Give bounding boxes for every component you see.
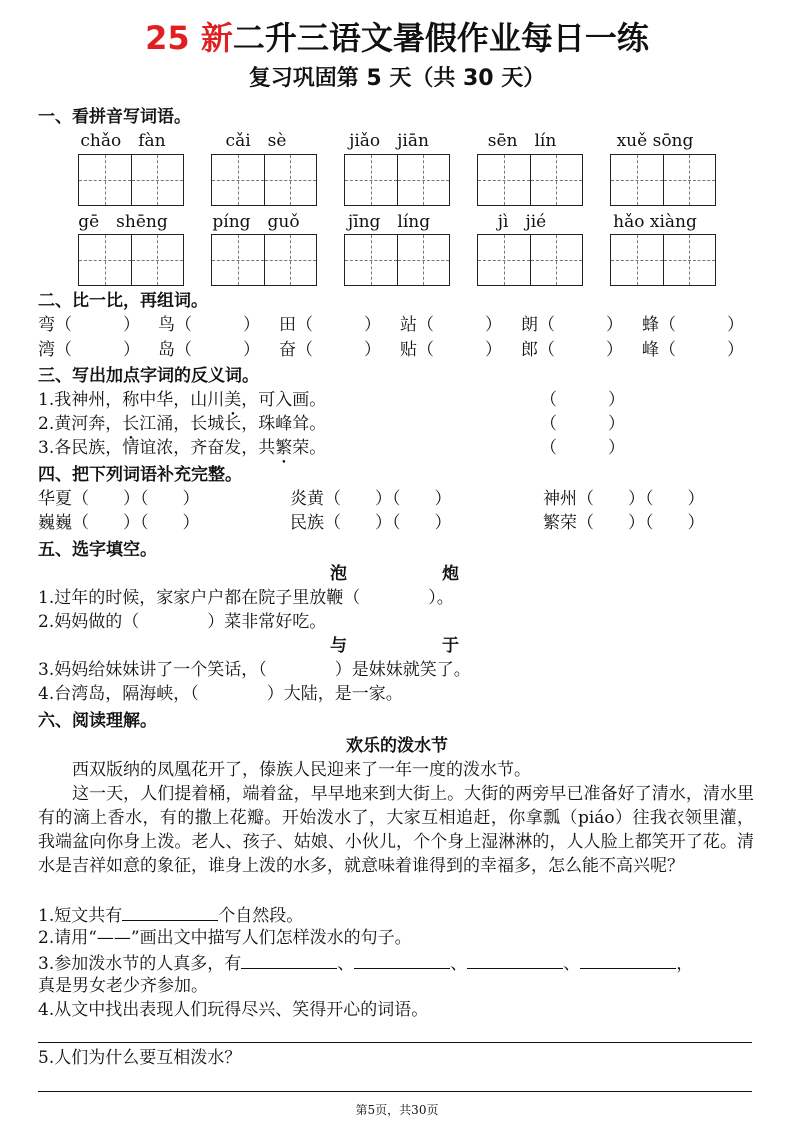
pinyin: gē shēng: [78, 212, 168, 232]
reading-question-2: 2.请用“——”画出文中描写人们怎样泼水的句子。: [38, 928, 412, 948]
answer-blank[interactable]: （ ）: [540, 390, 625, 410]
compare-item: 蜂（ ）: [642, 315, 744, 335]
pinyin: sēn lín: [487, 131, 557, 151]
passage-paragraph-2: 这一天，人们提着桶，端着盆，早早地来到大街上。大街的两旁早已准备好了清水，清水里有的滴上香水，有的撒上花瓣。开始泼水了，大家互相追赶，你拿瓢（piáo）往我衣领里灌，我端盆向你身上泼。老人、孩子、姑娘、小伙儿，个个身上湿淋淋的，人人脸上都笑开了花。清水是吉祥如意的象征，谁身上泼的水多，就意味着谁得到的幸福多，怎么能不高兴呢？: [38, 784, 754, 876]
writing-grid[interactable]: [610, 234, 716, 286]
fill-question-1: 1.过年的时候，家家户户都在院子里放鞭（ ）。: [38, 588, 454, 608]
writing-grid[interactable]: [477, 154, 583, 206]
compare-item: 田（ ）: [279, 315, 381, 335]
compare-item: 鸟（ ）: [158, 315, 260, 335]
complete-item: 华夏（ ）（ ）: [38, 489, 200, 509]
reading-question-3-cont: 真是男女老少齐参加。: [38, 976, 208, 996]
pinyin: píng guǒ: [212, 212, 300, 232]
compare-item: 郎（ ）: [521, 340, 623, 360]
choice-char: 炮: [442, 564, 459, 584]
pinyin: jīng líng: [347, 212, 431, 232]
choice-char: 于: [442, 636, 459, 656]
compare-item: 湾（ ）: [38, 340, 140, 360]
reading-question-1: 1.短文共有 个自然段。: [38, 902, 303, 928]
compare-item: 岛（ ）: [158, 340, 260, 360]
writing-grid[interactable]: [477, 234, 583, 286]
answer-line[interactable]: [354, 950, 450, 969]
answer-blank[interactable]: （ ）: [540, 438, 625, 458]
pinyin: hǎo xiàng: [613, 212, 697, 232]
title-text: 二升三语文暑假作业每日一练: [232, 19, 649, 57]
compare-item: 贴（ ）: [400, 340, 502, 360]
page-subtitle: 复习巩固第 5 天（共 30 天）: [248, 66, 546, 91]
passage-paragraph-1: 西双版纳的凤凰花开了，傣族人民迎来了一年一度的泼水节。: [72, 760, 531, 780]
pinyin: jì jié: [497, 212, 547, 232]
answer-line[interactable]: [580, 950, 676, 969]
pinyin: xuě sōng: [616, 131, 694, 151]
fill-question-4: 4.台湾岛，隔海峡，（ ）大陆，是一家。: [38, 684, 403, 704]
compare-item: 站（ ）: [400, 315, 502, 335]
fill-question-3: 3.妈妈给妹妹讲了一个笑话，（ ）是妹妹就笑了。: [38, 660, 471, 680]
answer-blank[interactable]: （ ）: [540, 414, 625, 434]
section5-heading: 五、选字填空。: [38, 540, 157, 560]
page-footer: 第5页，共30页: [355, 1103, 439, 1117]
section3-heading: 三、写出加点字词的反义词。: [38, 366, 259, 386]
complete-item: 炎黄（ ）（ ）: [290, 489, 452, 509]
writing-grid[interactable]: [344, 234, 450, 286]
choice-char: 泡: [330, 564, 347, 584]
writing-grid[interactable]: [78, 234, 184, 286]
reading-question-4: 4.从文中找出表现人们玩得尽兴、笑得开心的词语。: [38, 1000, 429, 1020]
compare-item: 奋（ ）: [279, 340, 381, 360]
compare-item: 峰（ ）: [642, 340, 744, 360]
page-title: [0, 18, 794, 58]
fill-question-2: 2.妈妈做的（ ）菜非常好吃。: [38, 612, 327, 632]
answer-line[interactable]: [241, 950, 337, 969]
pinyin: jiǎo jiān: [349, 131, 429, 151]
choice-char: 与: [330, 636, 347, 656]
section1-heading: 一、看拼音写词语。: [38, 107, 191, 127]
writing-grid[interactable]: [211, 154, 317, 206]
reading-question-5: 5.人们为什么要互相泼水？: [38, 1048, 242, 1068]
passage-title: 欢乐的泼水节: [346, 736, 448, 756]
writing-grid[interactable]: [610, 154, 716, 206]
answer-line[interactable]: [122, 902, 218, 921]
complete-item: 神州（ ）（ ）: [543, 489, 705, 509]
complete-item: 巍巍（ ）（ ）: [38, 513, 200, 533]
section2-heading: 二、比一比，再组词。: [38, 291, 208, 311]
antonym-question-2: 2.黄河奔，长江涌，长城长，珠峰耸。: [38, 414, 327, 434]
writing-grid[interactable]: [78, 154, 184, 206]
pinyin: chǎo fàn: [80, 131, 166, 151]
antonym-question-1: 1.我神州，称中华，山川美，可入画。: [38, 390, 327, 410]
compare-item: 弯（ ）: [38, 315, 140, 335]
answer-line[interactable]: [38, 1042, 752, 1043]
writing-grid[interactable]: [344, 154, 450, 206]
compare-item: 朗（ ）: [521, 315, 623, 335]
title-number: 25 新: [145, 19, 233, 57]
section4-heading: 四、把下列词语补充完整。: [38, 465, 242, 485]
writing-grid[interactable]: [211, 234, 317, 286]
answer-line[interactable]: [38, 1091, 752, 1092]
reading-question-3: 3.参加泼水节的人真多，有 、 、 、 ，: [38, 950, 693, 976]
complete-item: 民族（ ）（ ）: [290, 513, 452, 533]
pinyin: cǎi sè: [225, 131, 287, 151]
answer-line[interactable]: [467, 950, 563, 969]
section6-heading: 六、阅读理解。: [38, 711, 157, 731]
complete-item: 繁荣（ ）（ ）: [543, 513, 705, 533]
antonym-question-3: 3.各民族，情谊浓，齐奋发，共繁荣。: [38, 438, 327, 458]
